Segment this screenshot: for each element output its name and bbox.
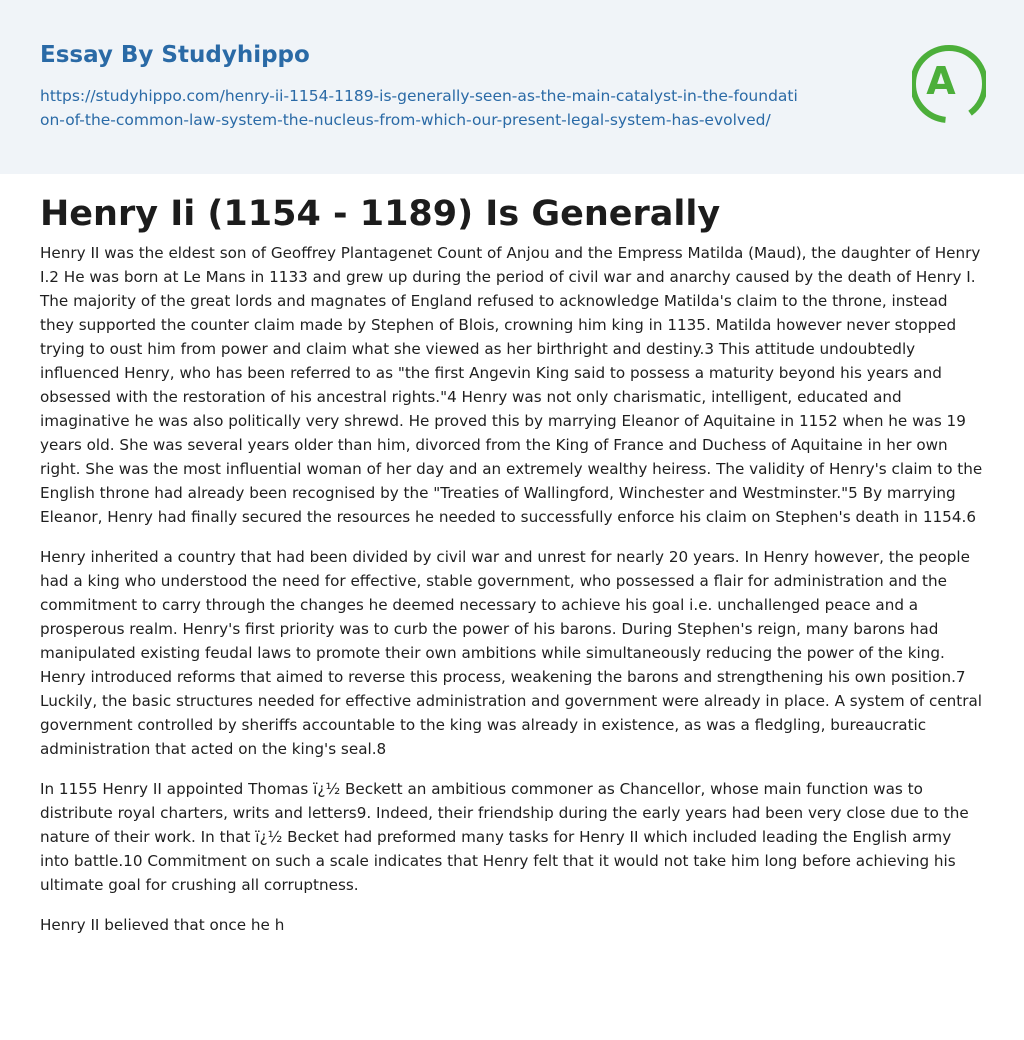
article-paragraph: In 1155 Henry II appointed Thomas ï¿½ Beckett an ambitious commoner as Chancellor, whose main function was to distribute royal charters, writs and letters9. Indeed, their friendship during the early years had been very close due to the nature of their work. In that ï¿½ Becket had preformed many tasks for Henry II which included leading the English army into battle.10 Commitment on such a scale indicates that Henry felt that it would not take him long before achieving his ultimate goal for crushing all corruptness. bbox=[40, 780, 969, 894]
article-title: Henry Ii (1154 - 1189) Is Generally bbox=[40, 194, 721, 234]
article-paragraph: Henry II was the eldest son of Geoffrey Plantagenet Count of Anjou and the Empress Matilda (Maud), the daughter of Henry I.2 He was born at Le Mans in 1133 and grew up during the period of civil war and anarchy caused by the death of Henry I. The majority of the great lords and magnates of England refused to acknowledge Matilda's claim to the throne, instead they supported the counter claim made by Stephen of Blois, crowning him king in 1135. Matilda however never stopped trying to oust him from power and claim what she viewed as her birthright and destiny.3 This attitude undoubtedly influenced Henry, who has been referred to as "the first Angevin King said to possess a maturity beyond his years and obsessed with the restoration of his ancestral rights."4 Henry was not only charismatic, intelligent, educated and imaginative he was also politically very shrewd. He proved this by marrying Eleanor of Aquitaine in 1152 when he was 19 years old. She was several years older than him, divorced from the King of France and Duchess of Aquitaine in her own right. She was the most influential woman of her day and an extremely wealthy heiress. The validity of Henry's claim to the English throne had already been recognised by the "Treaties of Wallingford, Winchester and Westminster."5 By marrying Eleanor, Henry had finally secured the resources he needed to successfully enforce his claim on Stephen's death in 1154.6 bbox=[40, 244, 983, 526]
site-header bbox=[0, 0, 1024, 174]
article bbox=[0, 174, 1024, 937]
brand-title: Essay By Studyhippo bbox=[40, 42, 310, 68]
source-url-link[interactable]: https://studyhippo.com/henry-ii-1154-1189-is-generally-seen-as-the-main-catalyst-in-the-foundation-of-the-common-law-system-the-nucleus-from-which-our-present-legal-system-has-evolved/ bbox=[40, 87, 798, 129]
studyhippo-logo-icon[interactable] bbox=[912, 41, 986, 127]
logo-letter: A bbox=[926, 59, 956, 103]
article-paragraph: Henry inherited a country that had been divided by civil war and unrest for nearly 20 years. In Henry however, the people had a king who understood the need for effective, stable government, who possessed a flair for administration and the commitment to carry through the changes he deemed necessary to achieve his goal i.e. unchallenged peace and a prosperous realm. Henry's first priority was to curb the power of his barons. During Stephen's reign, many barons had manipulated existing feudal laws to promote their own ambitions while simultaneously reducing the power of the king. Henry introduced reforms that aimed to reverse this process, weakening the barons and strengthening his own position.7 Luckily, the basic structures needed for effective administration and government were already in place. A system of central government controlled by sheriffs accountable to the king was already in existence, as was a fledgling, bureaucratic administration that acted on the king's seal.8 bbox=[40, 548, 983, 758]
article-paragraph: Henry II believed that once he h bbox=[40, 916, 285, 934]
